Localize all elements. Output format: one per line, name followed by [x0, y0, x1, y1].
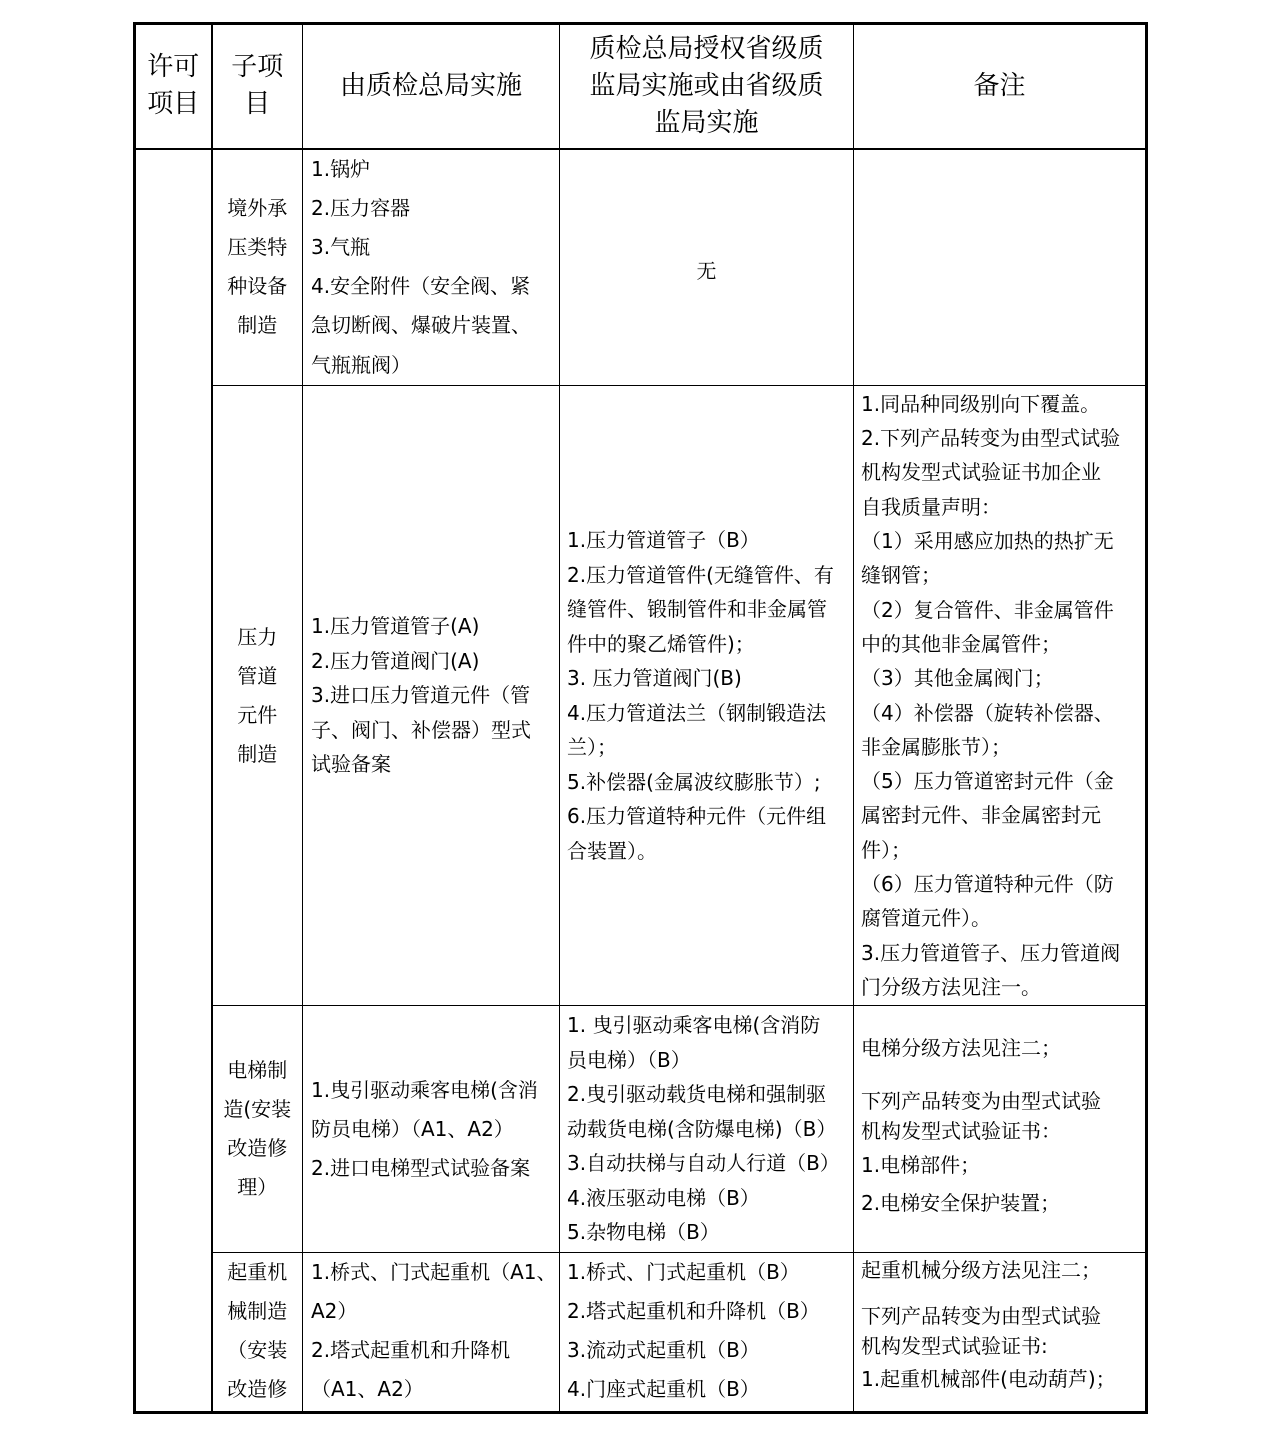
header-permit-item-line: 项目: [147, 89, 200, 120]
text-line: 电梯分级方法见注二；: [861, 1036, 1061, 1060]
sub-item-line: 改造修: [227, 1377, 288, 1401]
text-line: 起重机械分级方法见注二；: [861, 1258, 1101, 1282]
sub-item-line: 种设备: [227, 274, 288, 299]
text-line: 兰）；: [567, 735, 617, 759]
provincial-cell: [560, 386, 854, 1006]
text-line: 2.电梯安全保护装置；: [861, 1191, 1061, 1215]
header-row: [135, 24, 1147, 149]
sub-item-line: 元件: [237, 702, 278, 727]
text-line: 1.电梯部件；: [861, 1153, 981, 1177]
header-provincial-line: 监局实施或由省级质: [589, 70, 824, 101]
text-line: （6）压力管道特种元件（防: [861, 871, 1114, 896]
text-line: 3.压力管道管子、压力管道阀: [861, 940, 1121, 965]
text-line: 5.补偿器(金属波纹膨胀节）;: [567, 769, 821, 794]
text-line: 2.压力管道管件(无缝管件、有: [567, 562, 834, 587]
text-line: 4.压力管道法兰（钢制锻造法: [567, 700, 827, 725]
text-line: 2.进口电梯型式试验备案: [311, 1155, 531, 1180]
notes-cell: [854, 1006, 1147, 1253]
text-line: 下列产品转变为由型式试验: [861, 1304, 1101, 1328]
notes-cell: [854, 1253, 1147, 1413]
text-line: 3. 压力管道阀门(B): [567, 666, 742, 690]
text-line: 2.塔式起重机和升降机（B）: [567, 1299, 820, 1323]
spacer: [861, 1287, 1145, 1301]
sub-item-line: 境外承: [227, 196, 288, 221]
text-line: 机构发型式试验证书：: [861, 1119, 1061, 1143]
notes-cell: [854, 386, 1147, 1006]
text-line: 件中的聚乙烯管件)；: [567, 631, 755, 656]
text-line: 3.流动式起重机（B）: [567, 1338, 760, 1362]
text-line: 1.压力管道管子(A): [311, 614, 480, 639]
sub-item-line: 管道: [237, 663, 278, 688]
national-cell: [303, 149, 560, 386]
text-line: 1.起重机械部件(电动葫芦)；: [861, 1367, 1116, 1391]
text-line: 中的其他非金属管件；: [861, 631, 1061, 656]
text-line: 5.杂物电梯（B）: [567, 1220, 720, 1245]
sub-item-line: 制造: [237, 741, 278, 766]
permit-table: [133, 22, 1148, 1414]
sub-item-line: 制造: [237, 313, 278, 338]
row-overseas: [135, 149, 1147, 386]
text-line: 2.压力容器: [311, 195, 411, 220]
text-line: 属密封元件、非金属密封元: [861, 803, 1101, 828]
sub-item-cell: [212, 1006, 303, 1253]
national-cell: [303, 1253, 560, 1413]
text-line: 2.塔式起重机和升降机: [311, 1338, 511, 1362]
text-line: （3）其他金属阀门；: [861, 666, 1054, 691]
text-line: 件）；: [861, 837, 911, 862]
text-line: 1.曳引驱动乘客电梯(含消: [311, 1077, 538, 1102]
text-line: 动载货电梯(含防爆电梯)（B）: [567, 1116, 837, 1141]
text-line: 2.下列产品转变为由型式试验: [861, 426, 1121, 451]
provincial-cell: [560, 1006, 854, 1253]
text-line: 1.桥式、门式起重机（B）: [567, 1260, 800, 1284]
header-sub-item: [212, 24, 303, 149]
text-line: 6.压力管道特种元件（元件组: [567, 804, 827, 828]
spacer: [861, 1065, 1145, 1086]
text-line: 1.锅炉: [311, 156, 371, 181]
text-line: 自我质量声明：: [861, 494, 1001, 519]
text-line: 4.液压驱动电梯（B）: [567, 1185, 760, 1210]
text-line: 1. 曳引驱动乘客电梯(含消防: [567, 1013, 821, 1038]
header-national-impl: 由质检总局实施: [303, 24, 560, 149]
header-permit-item-line: 许可: [147, 52, 200, 83]
text-line: 1.压力管道管子（B）: [567, 528, 760, 552]
header-provincial-line: 监局实施: [654, 107, 759, 138]
sub-item-line: 压力: [237, 624, 278, 649]
text-line: （4）补偿器（旋转补偿器、: [861, 700, 1114, 725]
text-line: 机构发型式试验证书:: [861, 1334, 1048, 1358]
text-line: 4.门座式起重机（B）: [567, 1377, 760, 1401]
header-notes: 备注: [854, 24, 1147, 149]
row-elevator: [135, 1006, 1147, 1253]
sub-item-line: 造(安装: [223, 1097, 292, 1121]
sub-item-line: 压类特: [227, 235, 288, 260]
text-line: 3.气瓶: [311, 235, 371, 260]
text-line: 4.安全附件（安全阀、紧: [311, 274, 531, 299]
text-line: 3.进口压力管道元件（管: [311, 683, 531, 708]
sub-item-line: 理）: [237, 1175, 278, 1199]
sub-item-cell: [212, 149, 303, 386]
text-line: A2）: [311, 1299, 358, 1323]
sub-item-line: 械制造: [227, 1299, 288, 1323]
text-line: 急切断阀、爆破片装置、: [311, 313, 531, 338]
text-line: 子、阀门、补偿器）型式: [311, 717, 531, 742]
sub-item-line: 起重机: [227, 1260, 288, 1284]
text-line: 1.桥式、门式起重机（A1、: [311, 1260, 557, 1284]
text-line: 2.压力管道阀门(A): [311, 648, 480, 673]
text-line: 缝管件、锻制管件和非金属管: [567, 597, 827, 621]
sub-item-line: 电梯制: [227, 1058, 288, 1082]
text-line: 试验备案: [311, 752, 391, 777]
header-sub-item-line: 目: [244, 89, 271, 120]
text-line: （1）采用感应加热的热扩无: [861, 529, 1114, 554]
header-permit-item: [135, 24, 212, 149]
row-crane: [135, 1253, 1147, 1413]
header-provincial-line: 质检总局授权省级质: [589, 33, 824, 64]
header-provincial-impl: [560, 24, 854, 149]
text-line: 3.自动扶梯与自动人行道（B）: [567, 1151, 840, 1176]
text-line: 门分级方法见注一。: [861, 974, 1041, 999]
text-line: 非金属膨胀节）；: [861, 734, 1011, 759]
text-line: 1.同品种同级别向下覆盖。: [861, 391, 1101, 416]
provincial-cell: [560, 1253, 854, 1413]
text-line: 机构发型式试验证书加企业: [861, 460, 1101, 485]
text-line: 2.曳引驱动载货电梯和强制驱: [567, 1082, 827, 1107]
national-cell: [303, 386, 560, 1006]
text-line: 合装置）。: [567, 838, 657, 863]
text-line: 下列产品转变为由型式试验: [861, 1089, 1101, 1113]
sub-item-cell: [212, 386, 303, 1006]
text-line: （A1、A2）: [311, 1377, 424, 1401]
permit-item-cell: [135, 149, 212, 1413]
notes-cell: [854, 149, 1147, 386]
text-line: 员电梯）（B）: [567, 1047, 691, 1072]
provincial-none-text: 无: [696, 258, 717, 283]
sub-item-line: （安装: [227, 1338, 288, 1362]
header-sub-item-line: 子项: [231, 52, 284, 83]
text-line: （2）复合管件、非金属管件: [861, 597, 1114, 622]
text-line: 防员电梯）（A1、A2）: [311, 1116, 514, 1141]
sub-item-cell: [212, 1253, 303, 1413]
text-line: 缝钢管；: [861, 563, 941, 588]
text-line: 气瓶瓶阀）: [311, 352, 411, 377]
text-line: （5）压力管道密封元件（金: [861, 769, 1114, 794]
provincial-cell: [560, 149, 854, 386]
national-cell: [303, 1006, 560, 1253]
sub-item-line: 改造修: [227, 1136, 288, 1160]
text-line: 腐管道元件）。: [861, 906, 991, 931]
row-pressure-pipe: [135, 386, 1147, 1006]
